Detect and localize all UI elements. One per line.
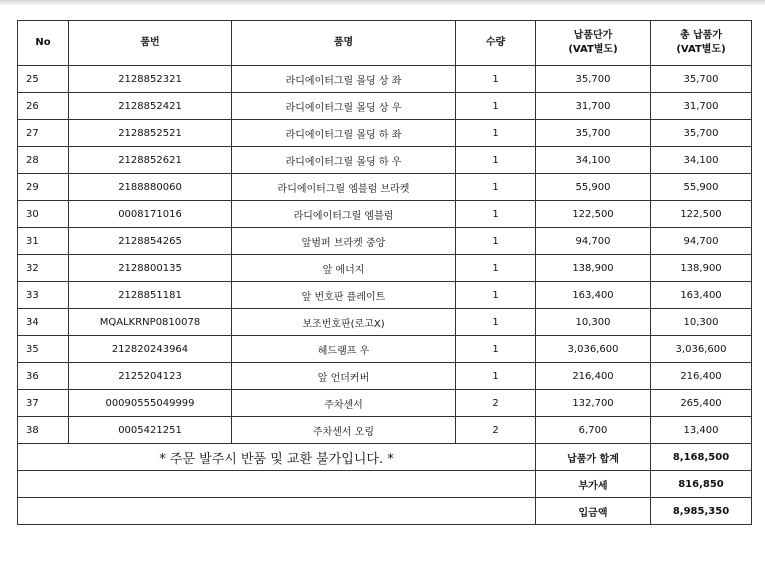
cell-part-no: 212820243964 xyxy=(69,336,232,363)
cell-part-name: 보조번호판(로고X) xyxy=(232,309,456,336)
cell-total-price: 31,700 xyxy=(651,93,752,120)
cell-unit-price: 35,700 xyxy=(536,66,651,93)
cell-no: 31 xyxy=(18,228,69,255)
no-return-notice: * 주문 발주시 반품 및 교환 불가입니다. * xyxy=(18,444,536,471)
top-shadow-strip xyxy=(0,0,765,5)
subtotal-label: 납품가 합계 xyxy=(536,444,651,471)
cell-qty: 1 xyxy=(456,66,536,93)
parts-quote-table xyxy=(17,20,752,525)
cell-part-name: 주차센서 xyxy=(232,390,456,417)
cell-total-price: 3,036,600 xyxy=(651,336,752,363)
cell-part-no: 2128852321 xyxy=(69,66,232,93)
cell-part-name: 앞 언더커버 xyxy=(232,363,456,390)
table-row xyxy=(18,147,752,174)
table-row xyxy=(18,93,752,120)
cell-qty: 1 xyxy=(456,255,536,282)
cell-unit-price: 138,900 xyxy=(536,255,651,282)
cell-total-price: 216,400 xyxy=(651,363,752,390)
table-row xyxy=(18,66,752,93)
cell-qty: 2 xyxy=(456,417,536,444)
cell-qty: 1 xyxy=(456,228,536,255)
header-qty: 수량 xyxy=(456,21,536,66)
cell-part-no: 2128851181 xyxy=(69,282,232,309)
cell-part-name: 라디에이터그릴 몰딩 상 좌 xyxy=(232,66,456,93)
cell-part-name: 라디에이터그릴 엠블럼 xyxy=(232,201,456,228)
cell-qty: 1 xyxy=(456,363,536,390)
deposit-label: 입금액 xyxy=(536,498,651,525)
cell-unit-price: 94,700 xyxy=(536,228,651,255)
header-unit-price-line1: 납품단가 xyxy=(573,30,613,41)
cell-no: 33 xyxy=(18,282,69,309)
table-row xyxy=(18,120,752,147)
summary-row-deposit xyxy=(18,498,752,525)
table-row xyxy=(18,309,752,336)
cell-part-name: 앞 에너지 xyxy=(232,255,456,282)
cell-total-price: 35,700 xyxy=(651,120,752,147)
cell-part-no: 2128852621 xyxy=(69,147,232,174)
cell-part-name: 헤드램프 우 xyxy=(232,336,456,363)
cell-part-no: MQALKRNP0810078 xyxy=(69,309,232,336)
vat-label: 부가세 xyxy=(536,471,651,498)
cell-no: 29 xyxy=(18,174,69,201)
cell-qty: 1 xyxy=(456,120,536,147)
cell-part-no: 2128800135 xyxy=(69,255,232,282)
cell-part-no: 2128852521 xyxy=(69,120,232,147)
cell-part-name: 라디에이터그릴 몰딩 하 우 xyxy=(232,147,456,174)
header-part-no: 품번 xyxy=(69,21,232,66)
cell-no: 38 xyxy=(18,417,69,444)
header-total-price-line2: (VAT별도) xyxy=(676,44,726,55)
table-row xyxy=(18,174,752,201)
cell-total-price: 34,100 xyxy=(651,147,752,174)
cell-unit-price: 3,036,600 xyxy=(536,336,651,363)
deposit-value: 8,985,350 xyxy=(651,498,752,525)
table-row xyxy=(18,201,752,228)
header-no: No xyxy=(18,21,69,66)
cell-no: 36 xyxy=(18,363,69,390)
table-row xyxy=(18,282,752,309)
cell-no: 25 xyxy=(18,66,69,93)
cell-qty: 1 xyxy=(456,93,536,120)
table-row xyxy=(18,336,752,363)
cell-part-name: 라디에이터그릴 엠블럼 브라켓 xyxy=(232,174,456,201)
cell-unit-price: 10,300 xyxy=(536,309,651,336)
cell-qty: 1 xyxy=(456,282,536,309)
table-row xyxy=(18,363,752,390)
empty-cell xyxy=(18,471,536,498)
header-total-price-line1: 총 납품가 xyxy=(679,30,723,41)
cell-no: 35 xyxy=(18,336,69,363)
cell-qty: 1 xyxy=(456,336,536,363)
cell-total-price: 138,900 xyxy=(651,255,752,282)
table-header-row xyxy=(18,21,752,66)
header-part-name: 품명 xyxy=(232,21,456,66)
cell-unit-price: 31,700 xyxy=(536,93,651,120)
cell-part-no: 0008171016 xyxy=(69,201,232,228)
cell-total-price: 122,500 xyxy=(651,201,752,228)
cell-no: 30 xyxy=(18,201,69,228)
cell-part-no: 2125204123 xyxy=(69,363,232,390)
cell-part-name: 앞 번호판 플레이트 xyxy=(232,282,456,309)
cell-total-price: 35,700 xyxy=(651,66,752,93)
cell-unit-price: 216,400 xyxy=(536,363,651,390)
cell-unit-price: 55,900 xyxy=(536,174,651,201)
cell-total-price: 94,700 xyxy=(651,228,752,255)
cell-no: 32 xyxy=(18,255,69,282)
cell-no: 37 xyxy=(18,390,69,417)
cell-qty: 1 xyxy=(456,201,536,228)
table-row xyxy=(18,390,752,417)
cell-part-no: 0005421251 xyxy=(69,417,232,444)
cell-qty: 2 xyxy=(456,390,536,417)
cell-qty: 1 xyxy=(456,147,536,174)
cell-unit-price: 122,500 xyxy=(536,201,651,228)
cell-total-price: 55,900 xyxy=(651,174,752,201)
vat-value: 816,850 xyxy=(651,471,752,498)
header-unit-price xyxy=(536,21,651,66)
cell-unit-price: 6,700 xyxy=(536,417,651,444)
cell-total-price: 10,300 xyxy=(651,309,752,336)
summary-row-subtotal xyxy=(18,444,752,471)
cell-total-price: 265,400 xyxy=(651,390,752,417)
cell-unit-price: 34,100 xyxy=(536,147,651,174)
cell-part-name: 주차센서 오링 xyxy=(232,417,456,444)
empty-cell xyxy=(18,498,536,525)
cell-no: 28 xyxy=(18,147,69,174)
cell-part-name: 라디에이터그릴 몰딩 하 좌 xyxy=(232,120,456,147)
cell-no: 27 xyxy=(18,120,69,147)
cell-part-no: 2128854265 xyxy=(69,228,232,255)
cell-part-name: 앞범퍼 브라켓 중앙 xyxy=(232,228,456,255)
cell-part-name: 라디에이터그릴 몰딩 상 우 xyxy=(232,93,456,120)
cell-no: 34 xyxy=(18,309,69,336)
cell-total-price: 13,400 xyxy=(651,417,752,444)
header-unit-price-line2: (VAT별도) xyxy=(568,44,618,55)
cell-qty: 1 xyxy=(456,174,536,201)
cell-part-no: 2128852421 xyxy=(69,93,232,120)
table-row xyxy=(18,255,752,282)
summary-row-vat xyxy=(18,471,752,498)
cell-part-no: 00090555049999 xyxy=(69,390,232,417)
table-row xyxy=(18,228,752,255)
cell-unit-price: 163,400 xyxy=(536,282,651,309)
cell-unit-price: 132,700 xyxy=(536,390,651,417)
table-row xyxy=(18,417,752,444)
cell-unit-price: 35,700 xyxy=(536,120,651,147)
cell-total-price: 163,400 xyxy=(651,282,752,309)
header-total-price xyxy=(651,21,752,66)
subtotal-value: 8,168,500 xyxy=(651,444,752,471)
cell-part-no: 2188880060 xyxy=(69,174,232,201)
cell-qty: 1 xyxy=(456,309,536,336)
cell-no: 26 xyxy=(18,93,69,120)
